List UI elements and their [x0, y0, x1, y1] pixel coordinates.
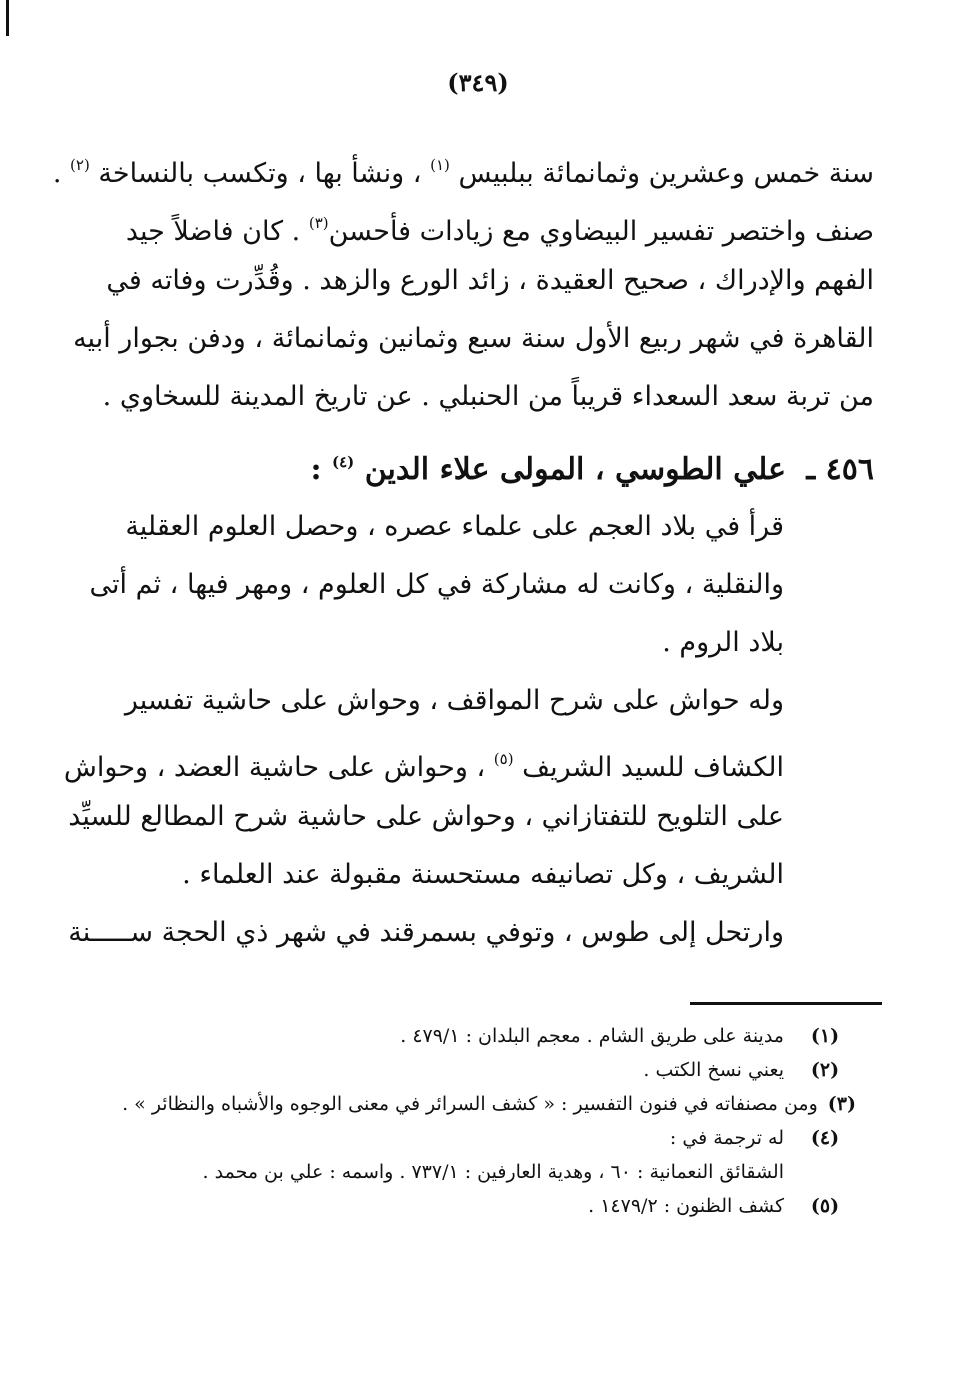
footnote-4	[136, 1127, 856, 1161]
footnote-text: كشف الظنون : ١٤٧٩/٢ .	[588, 1195, 784, 1217]
text-span: ، ونشأ بها ، وتكسب بالنساخة	[98, 158, 422, 189]
footnote-text: ومن مصنفاته في فنون التفسير : « كشف السرائر في معنى الوجوه والأشباه والنظائر » .	[122, 1093, 818, 1115]
text-span: الكشاف للسيد الشريف	[522, 752, 784, 783]
footnote-1	[136, 1025, 856, 1059]
paragraph-2-line-2: والنقلية ، وكانت له مشاركة في كل العلوم ، ومهر فيها ، ثم أتى	[89, 569, 784, 600]
paragraph-3-line-1: وله حواش على شرح المواقف ، وحواش على حاشية تفسير	[124, 685, 784, 716]
paragraph-4-line-1: وارتحل إلى طوس ، وتوفي بسمرقند في شهر ذي الحجة ســـــنة	[68, 917, 784, 948]
text-span: . كان فاضلاً جيد	[125, 216, 301, 247]
footnote-4-continuation	[136, 1161, 856, 1195]
footnote-divider	[690, 1002, 882, 1005]
footnotes	[122, 1025, 856, 1229]
footnote-number: (٢)	[810, 1059, 840, 1081]
footnote-3	[122, 1093, 856, 1127]
paragraph-3-line-4: الشريف ، وكل تصانيفه مستحسنة مقبولة عند العلماء .	[182, 859, 784, 890]
paragraph-1-line-2	[125, 208, 874, 266]
paragraph-3	[63, 685, 784, 918]
paragraph-3-line-2	[63, 744, 784, 802]
footnote-2	[136, 1059, 856, 1093]
paragraph-1	[52, 150, 874, 440]
footnote-ref-4[interactable]: (٤)	[331, 453, 355, 471]
text-span: .	[52, 158, 62, 189]
footnote-ref-1[interactable]: (١)	[430, 156, 450, 174]
paragraph-4	[68, 917, 784, 976]
footnote-text: الشقائق النعمانية : ٦٠ ، وهدية العارفين : ٧٣٧/١ . واسمه : علي بن محمد .	[202, 1161, 784, 1183]
footnote-ref-3[interactable]: (٣)	[308, 214, 329, 232]
footnote-ref-5[interactable]: (٥)	[493, 750, 514, 768]
footnote-text: يعني نسخ الكتب .	[643, 1059, 784, 1081]
paragraph-2	[89, 511, 784, 686]
paragraph-3-line-3: على التلويح للتفتازاني ، وحواش على حاشية شرح المطالع للسيِّد	[68, 801, 784, 832]
footnote-5	[136, 1195, 856, 1229]
paragraph-1-line-5: من تربة سعد السعداء قريباً من الحنبلي . عن تاريخ المدينة للسخاوي .	[102, 381, 874, 412]
paragraph-1-line-3: الفهم والإدراك ، صحيح العقيدة ، زائد الورع والزهد . وقُدِّرت وفاته في	[106, 265, 874, 296]
paragraph-1-line-1	[52, 150, 874, 208]
entry-number: ٤٥٦ ـ	[806, 452, 874, 487]
footnote-number: (٤)	[810, 1127, 840, 1149]
entry-colon: :	[310, 452, 322, 487]
text-span: صنف واختصر تفسير البيضاوي مع زيادات فأحسن	[328, 216, 874, 247]
footnote-number: (٥)	[810, 1195, 840, 1217]
text-span: سنة خمس وعشرين وثمانمائة ببلبيس	[458, 158, 874, 189]
page-edge-mark	[6, 0, 9, 36]
entry-heading	[114, 452, 874, 487]
footnote-number: (٣)	[827, 1093, 856, 1115]
footnote-text: مدينة على طريق الشام . معجم البلدان : ٤٧٩/١ .	[400, 1025, 784, 1047]
entry-name: علي الطوسي ، المولى علاء الدين	[364, 452, 786, 487]
footnote-ref-2[interactable]: (٢)	[70, 156, 90, 174]
paragraph-1-line-4: القاهرة في شهر ربيع الأول سنة سبع وثمانين وثمانمائة ، ودفن بجوار أبيه	[73, 323, 874, 354]
footnote-text: له ترجمة في :	[669, 1127, 784, 1149]
footnote-number: (١)	[810, 1025, 840, 1047]
paragraph-2-line-3: بلاد الروم .	[662, 627, 784, 658]
paragraph-2-line-1: قرأ في بلاد العجم على علماء عصره ، وحصل العلوم العقلية	[125, 511, 784, 542]
page-number: (٣٤٩)	[447, 68, 509, 97]
text-span: ، وحواش على حاشية العضد ، وحواش	[63, 752, 486, 783]
